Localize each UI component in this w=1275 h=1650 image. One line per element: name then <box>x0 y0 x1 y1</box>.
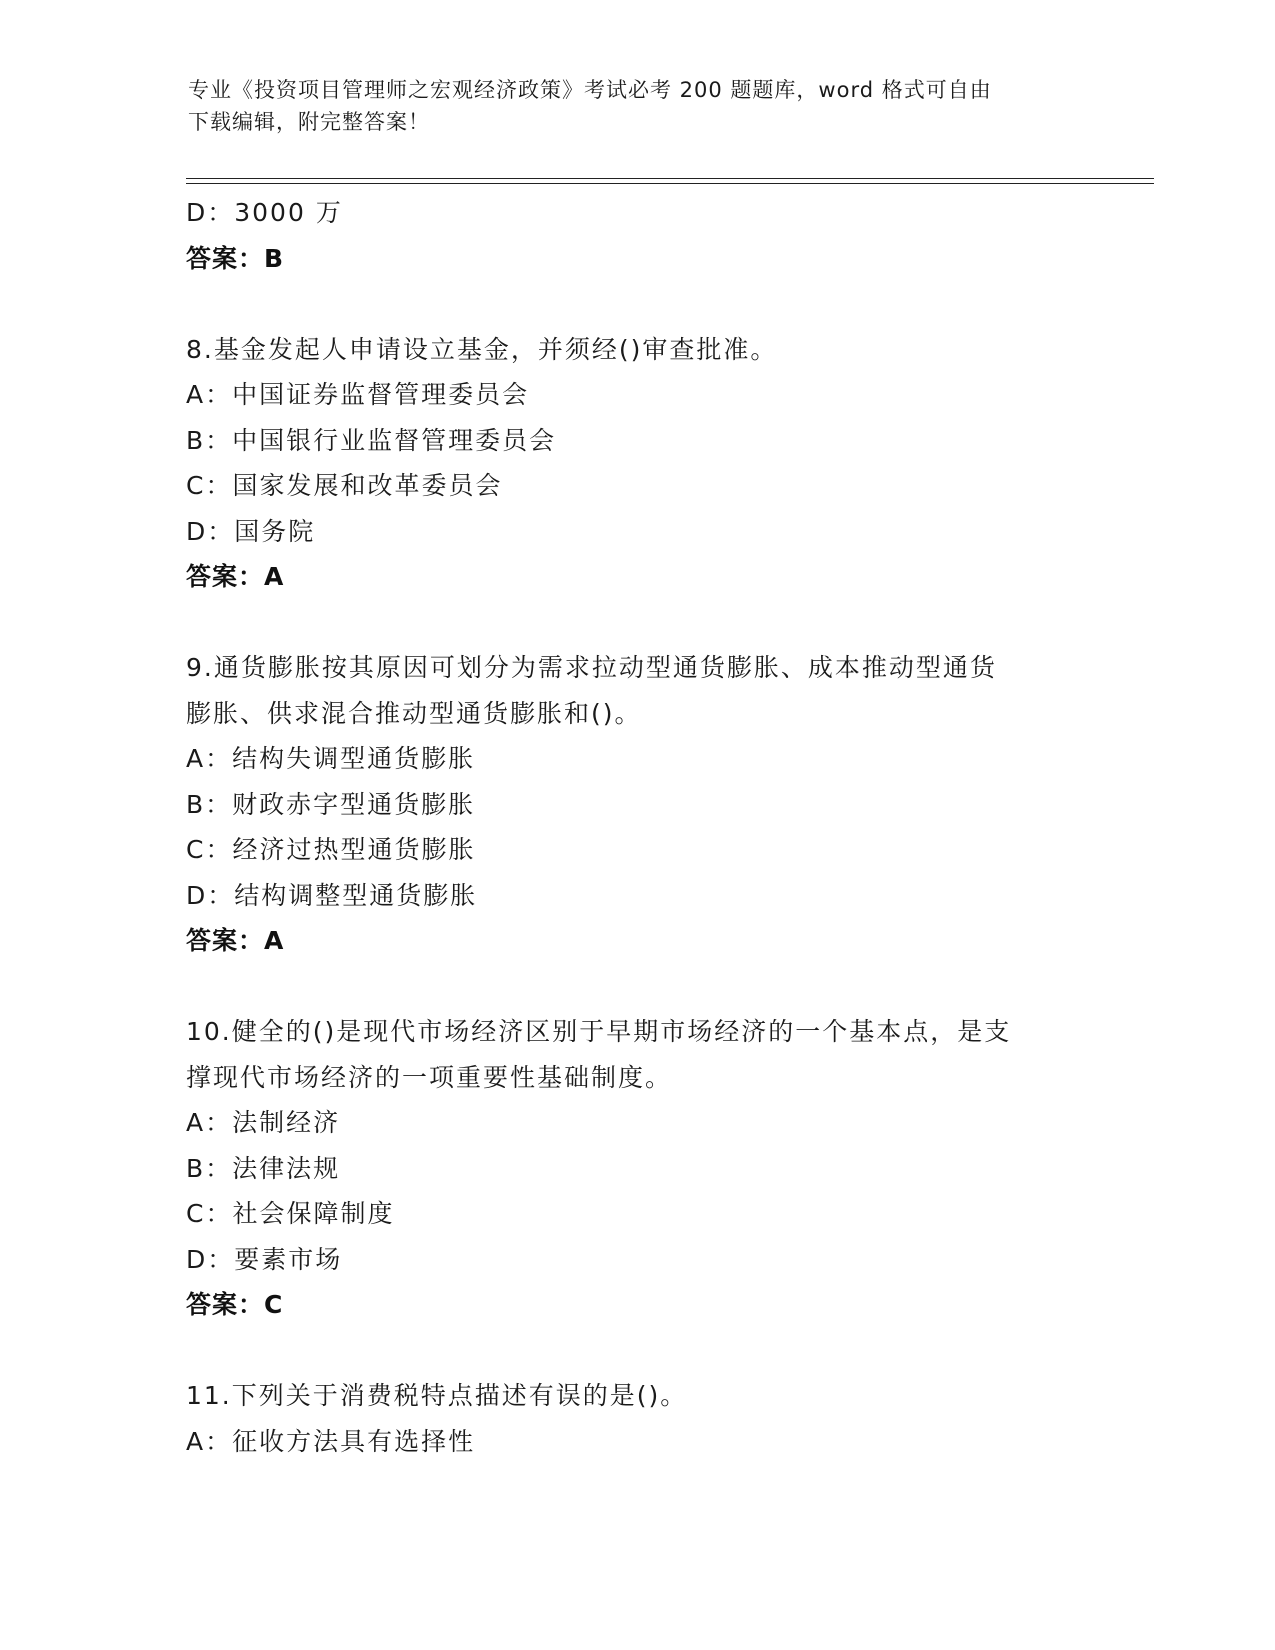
question-8-option-d: D：国务院 <box>186 516 316 546</box>
prev-option-d: D：3000 万 <box>186 198 343 227</box>
header-line-2: 下载编辑，附完整答案！ <box>188 110 430 134</box>
document-header <box>188 74 1068 138</box>
spacer <box>186 1328 1086 1374</box>
question-8-option-c: C：国家发展和改革委员会 <box>186 471 503 500</box>
question-10 <box>186 1009 1086 1328</box>
question-8-option-b: B：中国银行业监督管理委员会 <box>186 425 557 455</box>
question-10-option-a: A：法制经济 <box>186 1108 341 1137</box>
question-8-option-a: A：中国证券监督管理委员会 <box>186 380 530 409</box>
document-body <box>186 190 1086 1464</box>
question-9-option-a: A：结构失调型通货膨胀 <box>186 744 476 773</box>
header-line-1: 专业《投资项目管理师之宏观经济政策》考试必考 200 题题库，word 格式可自由 <box>188 78 992 102</box>
question-9-text-line-2: 膨胀、供求混合推动型通货膨胀和()。 <box>186 698 642 728</box>
question-9-option-b: B：财政赤字型通货膨胀 <box>186 789 476 819</box>
question-9-option-d: D：结构调整型通货膨胀 <box>186 880 478 910</box>
question-10-option-b: B：法律法规 <box>186 1153 341 1183</box>
spacer <box>186 600 1086 646</box>
question-8 <box>186 327 1086 600</box>
header-divider-bottom <box>186 183 1154 184</box>
question-8-answer: 答案：A <box>186 562 285 591</box>
question-9-option-c: C：经济过热型通货膨胀 <box>186 835 476 864</box>
spacer <box>186 964 1086 1010</box>
question-11 <box>186 1373 1086 1464</box>
prev-answer: 答案：B <box>186 243 285 273</box>
question-10-text-line-1: 10.健全的()是现代市场经济区别于早期市场经济的一个基本点，是支 <box>186 1017 1012 1046</box>
question-10-option-c: C：社会保障制度 <box>186 1199 395 1228</box>
question-9 <box>186 645 1086 964</box>
question-9-text-line-1: 9.通货膨胀按其原因可划分为需求拉动型通货膨胀、成本推动型通货 <box>186 653 997 682</box>
question-9-answer: 答案：A <box>186 926 285 955</box>
question-11-text: 11.下列关于消费税特点描述有误的是()。 <box>186 1381 688 1410</box>
question-10-text-line-2: 撑现代市场经济的一项重要性基础制度。 <box>186 1062 673 1092</box>
spacer <box>186 281 1086 327</box>
question-10-answer: 答案：C <box>186 1290 284 1319</box>
header-divider-top <box>186 178 1154 179</box>
question-11-option-a: A：征收方法具有选择性 <box>186 1426 476 1456</box>
question-8-text: 8.基金发起人申请设立基金，并须经()审查批准。 <box>186 334 778 364</box>
question-10-option-d: D：要素市场 <box>186 1244 343 1274</box>
